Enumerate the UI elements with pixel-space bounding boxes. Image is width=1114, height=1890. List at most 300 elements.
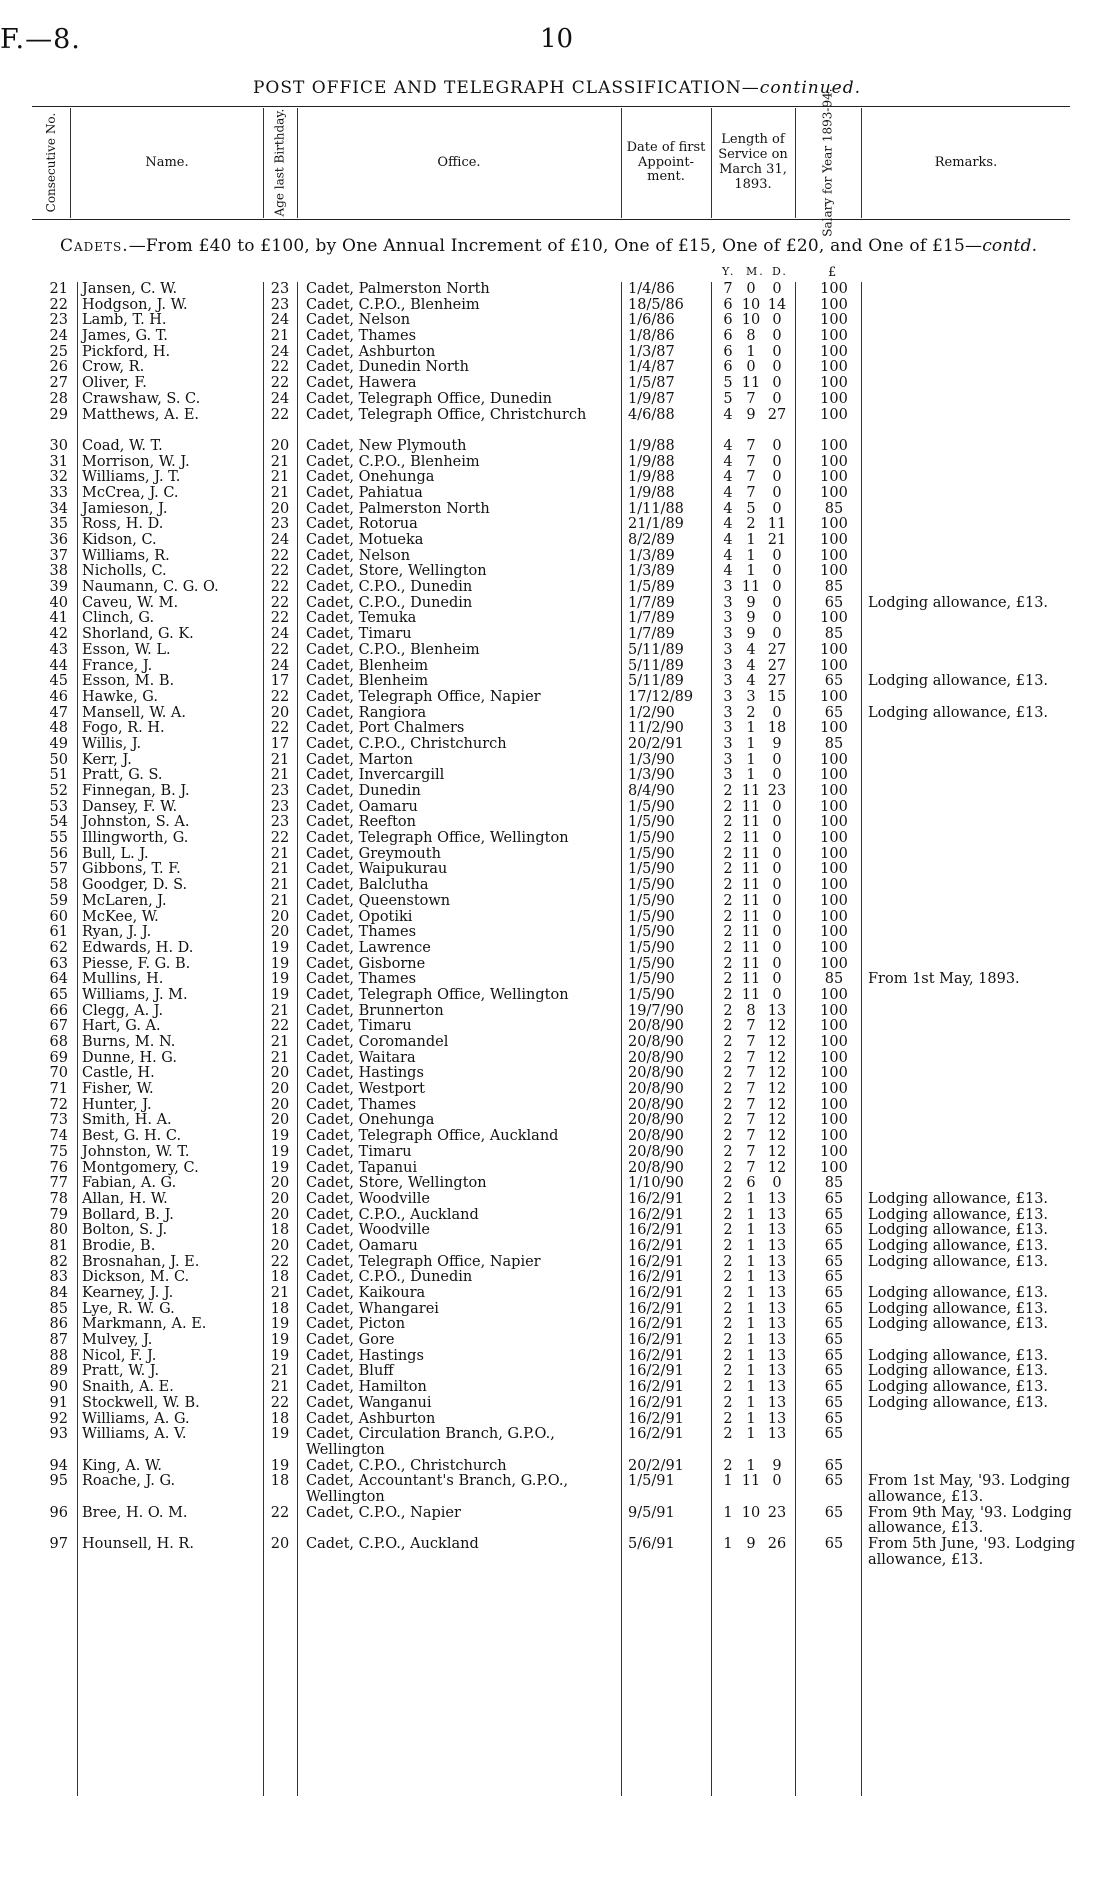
row-age: 18 bbox=[270, 1410, 290, 1427]
row-service-months: 1 bbox=[746, 720, 756, 737]
row-service-days: 21 bbox=[767, 532, 787, 549]
table-row bbox=[0, 1176, 1114, 1192]
row-appointment-date: 1/5/89 bbox=[628, 579, 675, 596]
row-service-months: 1 bbox=[746, 1426, 756, 1443]
row-service-days: 0 bbox=[772, 971, 782, 988]
row-service-years: 6 bbox=[723, 328, 733, 345]
row-number: 64 bbox=[49, 971, 68, 988]
row-salary: 65 bbox=[824, 1269, 844, 1286]
table-row bbox=[0, 988, 1114, 1004]
row-office: Cadet, Rotorua bbox=[306, 516, 418, 533]
row-number: 33 bbox=[49, 484, 68, 501]
row-number: 70 bbox=[49, 1065, 68, 1082]
row-service-days: 9 bbox=[772, 735, 782, 752]
row-age: 21 bbox=[270, 484, 290, 501]
row-appointment-date: 16/2/91 bbox=[628, 1237, 684, 1254]
row-appointment-date: 11/2/90 bbox=[628, 720, 684, 737]
row-number: 93 bbox=[49, 1426, 68, 1443]
row-age: 17 bbox=[270, 673, 290, 690]
row-age: 22 bbox=[270, 610, 290, 627]
row-service-years: 5 bbox=[723, 390, 733, 407]
row-age: 22 bbox=[270, 1394, 290, 1411]
row-service-years: 2 bbox=[723, 1175, 733, 1192]
table-row bbox=[0, 1145, 1114, 1161]
row-salary: 100 bbox=[820, 547, 848, 564]
row-service-years: 2 bbox=[723, 861, 733, 878]
table-row bbox=[0, 627, 1114, 643]
row-office: Cadet, Timaru bbox=[306, 1018, 412, 1035]
row-service-years: 2 bbox=[723, 1363, 733, 1380]
row-service-days: 27 bbox=[767, 673, 787, 690]
row-appointment-date: 16/2/91 bbox=[628, 1332, 684, 1349]
row-name: Williams, A. G. bbox=[82, 1410, 190, 1427]
row-salary: 100 bbox=[820, 328, 848, 345]
row-office: Cadet, Bluff bbox=[306, 1363, 394, 1380]
row-remarks: Lodging allowance, £13. bbox=[868, 1253, 1049, 1270]
row-office: Cadet, Picton bbox=[306, 1316, 406, 1333]
table-row bbox=[0, 1302, 1114, 1318]
row-salary: 100 bbox=[820, 1128, 848, 1145]
row-age: 22 bbox=[270, 594, 290, 611]
row-number: 31 bbox=[49, 453, 68, 470]
row-name: Johnston, S. A. bbox=[82, 814, 190, 831]
row-service-days: 0 bbox=[772, 547, 782, 564]
row-salary: 65 bbox=[824, 673, 844, 690]
table-row bbox=[0, 1270, 1114, 1286]
row-service-days: 0 bbox=[772, 281, 782, 297]
row-office: Cadet, Palmerston North bbox=[306, 281, 490, 297]
row-appointment-date: 1/5/90 bbox=[628, 845, 675, 862]
row-office: Cadet, Greymouth bbox=[306, 845, 441, 862]
row-salary: 100 bbox=[820, 312, 848, 329]
col-divider bbox=[297, 108, 298, 218]
row-number: 45 bbox=[49, 673, 68, 690]
col-header-name: Name. bbox=[145, 154, 189, 170]
row-service-days: 18 bbox=[767, 720, 787, 737]
row-office: Cadet, Accountant's Branch, G.P.O., Wellington bbox=[306, 1473, 569, 1505]
row-office: Cadet, Dunedin bbox=[306, 783, 421, 800]
row-service-months: 11 bbox=[741, 783, 761, 800]
row-age: 21 bbox=[270, 767, 290, 784]
row-number: 80 bbox=[49, 1222, 68, 1239]
row-office: Cadet, C.P.O., Dunedin bbox=[306, 579, 473, 596]
col-header-service: Length of Service on March 31, 1893. bbox=[718, 132, 788, 192]
row-appointment-date: 20/8/90 bbox=[628, 1065, 684, 1082]
page-title bbox=[0, 78, 1114, 98]
row-service-days: 23 bbox=[767, 783, 787, 800]
row-age: 22 bbox=[270, 563, 290, 580]
row-age: 23 bbox=[270, 814, 290, 831]
row-name: Ross, H. D. bbox=[82, 516, 164, 533]
row-appointment-date: 20/8/90 bbox=[628, 1018, 684, 1035]
row-number: 77 bbox=[49, 1175, 68, 1192]
row-age: 19 bbox=[270, 1457, 290, 1474]
row-salary: 100 bbox=[820, 532, 848, 549]
row-appointment-date: 16/2/91 bbox=[628, 1285, 684, 1302]
row-salary: 65 bbox=[824, 1222, 844, 1239]
row-name: Illingworth, G. bbox=[82, 830, 189, 847]
row-service-months: 1 bbox=[746, 343, 756, 360]
row-service-days: 12 bbox=[767, 1065, 787, 1082]
row-office: Cadet, Motueka bbox=[306, 532, 424, 549]
row-appointment-date: 5/11/89 bbox=[628, 673, 684, 690]
row-number: 54 bbox=[49, 814, 68, 831]
row-service-months: 2 bbox=[746, 516, 756, 533]
row-salary: 65 bbox=[824, 1316, 844, 1333]
row-service-years: 2 bbox=[723, 1253, 733, 1270]
row-salary: 100 bbox=[820, 767, 848, 784]
row-salary: 65 bbox=[824, 1285, 844, 1302]
row-service-days: 13 bbox=[767, 1426, 787, 1443]
row-service-days: 0 bbox=[772, 877, 782, 894]
row-salary: 85 bbox=[824, 971, 844, 988]
row-service-days: 12 bbox=[767, 1143, 787, 1160]
row-salary: 100 bbox=[820, 986, 848, 1003]
row-service-years: 3 bbox=[723, 594, 733, 611]
row-service-days: 0 bbox=[772, 1175, 782, 1192]
subhead-days: D. bbox=[772, 265, 788, 278]
row-service-months: 1 bbox=[746, 1410, 756, 1427]
row-age: 24 bbox=[270, 390, 290, 407]
row-age: 22 bbox=[270, 547, 290, 564]
row-age: 19 bbox=[270, 1332, 290, 1349]
row-service-years: 2 bbox=[723, 892, 733, 909]
row-office: Cadet, Onehunga bbox=[306, 469, 435, 486]
row-service-days: 12 bbox=[767, 1034, 787, 1051]
row-appointment-date: 20/8/90 bbox=[628, 1096, 684, 1113]
row-service-years: 3 bbox=[723, 610, 733, 627]
row-service-months: 11 bbox=[741, 892, 761, 909]
row-service-days: 13 bbox=[767, 1222, 787, 1239]
table-row bbox=[0, 1223, 1114, 1239]
row-salary: 100 bbox=[820, 343, 848, 360]
table-row bbox=[0, 439, 1114, 455]
row-salary: 65 bbox=[824, 1363, 844, 1380]
row-service-years: 4 bbox=[723, 484, 733, 501]
row-salary: 65 bbox=[824, 1426, 844, 1443]
row-office: Cadet, Kaikoura bbox=[306, 1285, 426, 1302]
row-age: 24 bbox=[270, 532, 290, 549]
row-appointment-date: 1/4/87 bbox=[628, 359, 675, 376]
row-number: 38 bbox=[49, 563, 68, 580]
row-appointment-date: 9/5/91 bbox=[628, 1504, 675, 1521]
row-office: Cadet, Thames bbox=[306, 328, 417, 345]
row-office: Cadet, Tapanui bbox=[306, 1159, 418, 1176]
table-row bbox=[0, 1412, 1114, 1428]
row-service-days: 9 bbox=[772, 1457, 782, 1474]
row-name: Brosnahan, J. E. bbox=[82, 1253, 200, 1270]
row-appointment-date: 20/8/90 bbox=[628, 1081, 684, 1098]
table-row bbox=[0, 925, 1114, 941]
row-service-days: 11 bbox=[767, 516, 787, 533]
row-age: 21 bbox=[270, 1285, 290, 1302]
row-service-months: 2 bbox=[746, 704, 756, 721]
row-office: Cadet, Palmerston North bbox=[306, 500, 490, 517]
col-divider bbox=[795, 108, 796, 218]
table-row bbox=[0, 596, 1114, 612]
row-service-months: 10 bbox=[741, 1504, 761, 1521]
row-service-months: 1 bbox=[746, 735, 756, 752]
row-service-years: 2 bbox=[723, 924, 733, 941]
table-row bbox=[0, 972, 1114, 988]
row-age: 19 bbox=[270, 1159, 290, 1176]
row-service-months: 7 bbox=[746, 437, 756, 454]
row-service-days: 0 bbox=[772, 845, 782, 862]
row-name: Smith, H. A. bbox=[82, 1112, 172, 1129]
table-row bbox=[0, 611, 1114, 627]
row-service-years: 2 bbox=[723, 1096, 733, 1113]
row-service-days: 0 bbox=[772, 751, 782, 768]
row-appointment-date: 1/7/89 bbox=[628, 610, 675, 627]
row-salary: 100 bbox=[820, 484, 848, 501]
row-service-months: 7 bbox=[746, 1143, 756, 1160]
row-service-years: 2 bbox=[723, 1269, 733, 1286]
row-service-years: 2 bbox=[723, 1222, 733, 1239]
row-office: Cadet, Westport bbox=[306, 1081, 425, 1098]
table-row bbox=[0, 1537, 1114, 1568]
row-name: Kerr, J. bbox=[82, 751, 132, 768]
section-contd: contd. bbox=[982, 236, 1038, 256]
row-number: 46 bbox=[49, 688, 68, 705]
table-row bbox=[0, 1286, 1114, 1302]
row-salary: 100 bbox=[820, 751, 848, 768]
row-service-months: 11 bbox=[741, 939, 761, 956]
row-service-days: 0 bbox=[772, 390, 782, 407]
row-service-days: 12 bbox=[767, 1112, 787, 1129]
row-appointment-date: 16/2/91 bbox=[628, 1363, 684, 1380]
table-row bbox=[0, 800, 1114, 816]
row-appointment-date: 1/7/89 bbox=[628, 626, 675, 643]
row-remarks: Lodging allowance, £13. bbox=[868, 594, 1049, 611]
row-appointment-date: 4/6/88 bbox=[628, 406, 675, 423]
row-name: Burns, M. N. bbox=[82, 1034, 176, 1051]
row-number: 57 bbox=[49, 861, 68, 878]
col-divider bbox=[861, 108, 862, 218]
row-number: 60 bbox=[49, 908, 68, 925]
row-appointment-date: 20/8/90 bbox=[628, 1143, 684, 1160]
row-service-months: 4 bbox=[746, 657, 756, 674]
row-number: 63 bbox=[49, 955, 68, 972]
row-age: 19 bbox=[270, 1128, 290, 1145]
row-name: Ryan, J. J. bbox=[82, 924, 152, 941]
row-number: 47 bbox=[49, 704, 68, 721]
row-number: 68 bbox=[49, 1034, 68, 1051]
row-service-years: 2 bbox=[723, 1457, 733, 1474]
row-service-months: 7 bbox=[746, 484, 756, 501]
row-salary: 65 bbox=[824, 1394, 844, 1411]
row-salary: 100 bbox=[820, 657, 848, 674]
row-appointment-date: 5/6/91 bbox=[628, 1536, 675, 1553]
row-service-years: 2 bbox=[723, 1410, 733, 1427]
row-name: Hart, G. A. bbox=[82, 1018, 161, 1035]
row-name: Fisher, W. bbox=[82, 1081, 154, 1098]
row-name: France, J. bbox=[82, 657, 153, 674]
row-name: Coad, W. T. bbox=[82, 437, 163, 454]
row-name: Esson, M. B. bbox=[82, 673, 175, 690]
row-number: 87 bbox=[49, 1332, 68, 1349]
table-row bbox=[0, 659, 1114, 675]
row-age: 21 bbox=[270, 1379, 290, 1396]
table-row bbox=[0, 1051, 1114, 1067]
row-office: Cadet, Nelson bbox=[306, 547, 411, 564]
table-row bbox=[0, 768, 1114, 784]
row-number: 30 bbox=[49, 437, 68, 454]
row-remarks: Lodging allowance, £13. bbox=[868, 1222, 1049, 1239]
row-appointment-date: 1/3/89 bbox=[628, 563, 675, 580]
row-name: James, G. T. bbox=[82, 328, 168, 345]
section-text: —From £40 to £100, by One Annual Increment of £10, One of £15, One of £20, and One of £15— bbox=[128, 236, 983, 256]
table-row bbox=[0, 815, 1114, 831]
row-service-months: 11 bbox=[741, 955, 761, 972]
row-service-months: 1 bbox=[746, 767, 756, 784]
row-office: Cadet, Telegraph Office, Napier bbox=[306, 1253, 541, 1270]
row-office: Cadet, Ashburton bbox=[306, 1410, 436, 1427]
row-service-days: 0 bbox=[772, 1473, 782, 1490]
row-age: 24 bbox=[270, 343, 290, 360]
row-office: Cadet, Lawrence bbox=[306, 939, 431, 956]
row-office: Cadet, Telegraph Office, Wellington bbox=[306, 986, 569, 1003]
row-service-years: 3 bbox=[723, 767, 733, 784]
row-service-years: 2 bbox=[723, 1034, 733, 1051]
row-salary: 100 bbox=[820, 375, 848, 392]
row-service-years: 1 bbox=[723, 1536, 733, 1553]
row-age: 20 bbox=[270, 1206, 290, 1223]
row-number: 35 bbox=[49, 516, 68, 533]
row-office: Cadet, Woodville bbox=[306, 1190, 430, 1207]
row-age: 21 bbox=[270, 892, 290, 909]
row-service-years: 2 bbox=[723, 1426, 733, 1443]
row-salary: 100 bbox=[820, 641, 848, 658]
row-office: Cadet, Oamaru bbox=[306, 798, 418, 815]
row-salary: 100 bbox=[820, 939, 848, 956]
row-service-months: 10 bbox=[741, 312, 761, 329]
row-name: Stockwell, W. B. bbox=[82, 1394, 200, 1411]
row-salary: 65 bbox=[824, 1379, 844, 1396]
row-name: Montgomery, C. bbox=[82, 1159, 199, 1176]
row-service-months: 4 bbox=[746, 673, 756, 690]
row-number: 49 bbox=[49, 735, 68, 752]
row-appointment-date: 1/5/90 bbox=[628, 861, 675, 878]
row-service-days: 0 bbox=[772, 500, 782, 517]
row-service-days: 0 bbox=[772, 579, 782, 596]
row-service-years: 2 bbox=[723, 814, 733, 831]
row-service-years: 3 bbox=[723, 751, 733, 768]
row-number: 91 bbox=[49, 1394, 68, 1411]
row-service-months: 11 bbox=[741, 877, 761, 894]
row-age: 19 bbox=[270, 971, 290, 988]
row-salary: 65 bbox=[824, 1332, 844, 1349]
row-service-years: 4 bbox=[723, 406, 733, 423]
row-age: 19 bbox=[270, 939, 290, 956]
row-appointment-date: 1/3/90 bbox=[628, 751, 675, 768]
row-appointment-date: 1/8/86 bbox=[628, 328, 675, 345]
row-appointment-date: 1/4/86 bbox=[628, 281, 675, 297]
row-name: McLaren, J. bbox=[82, 892, 167, 909]
row-name: Clinch, G. bbox=[82, 610, 155, 627]
row-service-months: 7 bbox=[746, 1065, 756, 1082]
row-salary: 65 bbox=[824, 594, 844, 611]
table-row bbox=[0, 1192, 1114, 1208]
row-number: 26 bbox=[49, 359, 68, 376]
row-service-years: 2 bbox=[723, 955, 733, 972]
row-age: 20 bbox=[270, 1190, 290, 1207]
row-age: 24 bbox=[270, 312, 290, 329]
row-number: 41 bbox=[49, 610, 68, 627]
row-salary: 65 bbox=[824, 1410, 844, 1427]
row-service-months: 11 bbox=[741, 924, 761, 941]
row-service-months: 9 bbox=[746, 594, 756, 611]
row-service-years: 2 bbox=[723, 1049, 733, 1066]
col-header-date: Date of first Appoint-ment. bbox=[626, 139, 706, 185]
row-office: Cadet, Telegraph Office, Dunedin bbox=[306, 390, 552, 407]
table-row bbox=[0, 1161, 1114, 1177]
table-row bbox=[0, 470, 1114, 486]
row-office: Cadet, Brunnerton bbox=[306, 1002, 444, 1019]
row-appointment-date: 8/4/90 bbox=[628, 783, 675, 800]
row-age: 21 bbox=[270, 1034, 290, 1051]
table-row bbox=[0, 1082, 1114, 1098]
row-service-months: 5 bbox=[746, 500, 756, 517]
row-service-years: 2 bbox=[723, 1300, 733, 1317]
row-age: 20 bbox=[270, 704, 290, 721]
row-number: 53 bbox=[49, 798, 68, 815]
table-row bbox=[0, 753, 1114, 769]
row-salary: 100 bbox=[820, 1034, 848, 1051]
row-age: 19 bbox=[270, 1316, 290, 1333]
row-salary: 85 bbox=[824, 735, 844, 752]
row-appointment-date: 1/6/86 bbox=[628, 312, 675, 329]
row-name: Lye, R. W. G. bbox=[82, 1300, 175, 1317]
row-service-years: 3 bbox=[723, 641, 733, 658]
row-salary: 100 bbox=[820, 720, 848, 737]
row-service-years: 4 bbox=[723, 500, 733, 517]
row-service-days: 0 bbox=[772, 626, 782, 643]
row-service-days: 0 bbox=[772, 563, 782, 580]
row-remarks: From 9th May, '93. Lodging allowance, £13. bbox=[868, 1504, 1072, 1537]
row-name: Williams, R. bbox=[82, 547, 170, 564]
row-number: 82 bbox=[49, 1253, 68, 1270]
row-service-days: 13 bbox=[767, 1363, 787, 1380]
row-name: Bull, L. J. bbox=[82, 845, 149, 862]
row-office: Cadet, C.P.O., Auckland bbox=[306, 1536, 479, 1553]
row-office: Cadet, Waipukurau bbox=[306, 861, 448, 878]
row-service-days: 12 bbox=[767, 1096, 787, 1113]
row-name: Kearney, J. J. bbox=[82, 1285, 174, 1302]
row-age: 23 bbox=[270, 798, 290, 815]
row-appointment-date: 1/3/89 bbox=[628, 547, 675, 564]
row-age: 21 bbox=[270, 877, 290, 894]
row-salary: 65 bbox=[824, 1206, 844, 1223]
row-office: Cadet, Gore bbox=[306, 1332, 395, 1349]
table-row bbox=[0, 392, 1114, 408]
row-service-days: 0 bbox=[772, 594, 782, 611]
row-service-months: 1 bbox=[746, 1316, 756, 1333]
row-service-years: 2 bbox=[723, 1237, 733, 1254]
row-number: 90 bbox=[49, 1379, 68, 1396]
row-age: 19 bbox=[270, 955, 290, 972]
row-salary: 100 bbox=[820, 688, 848, 705]
row-service-months: 1 bbox=[746, 1222, 756, 1239]
row-service-days: 0 bbox=[772, 484, 782, 501]
row-salary: 65 bbox=[824, 704, 844, 721]
row-office: Cadet, Whangarei bbox=[306, 1300, 439, 1317]
row-name: Bollard, B. J. bbox=[82, 1206, 174, 1223]
row-number: 97 bbox=[49, 1536, 68, 1553]
row-salary: 100 bbox=[820, 1018, 848, 1035]
row-appointment-date: 1/5/87 bbox=[628, 375, 675, 392]
table-row bbox=[0, 831, 1114, 847]
row-service-days: 0 bbox=[772, 704, 782, 721]
